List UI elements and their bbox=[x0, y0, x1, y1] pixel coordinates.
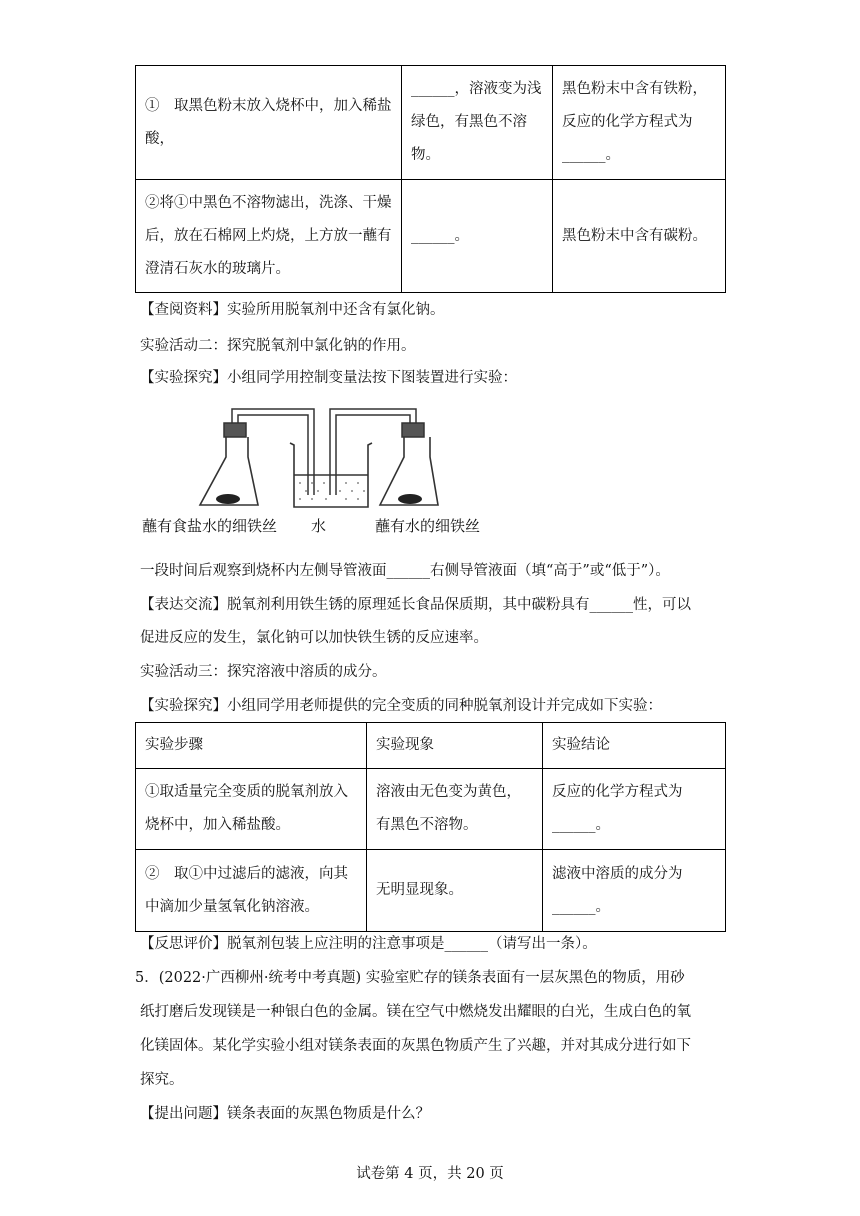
table-row bbox=[136, 850, 726, 932]
table-row bbox=[136, 66, 726, 180]
figure-label-right: 蘸有水的细铁丝 bbox=[375, 517, 481, 535]
table-cell-phenomenon: ______，溶液变为浅绿色，有黑色不溶物。 bbox=[402, 66, 553, 180]
express-line-1: 【表达交流】脱氧剂利用铁生锈的原理延长食品保质期，其中碳粉具有______性，可以 bbox=[140, 597, 691, 613]
apparatus-figure bbox=[140, 395, 560, 545]
table-header: 实验现象 bbox=[367, 723, 543, 769]
table-cell-phenomenon: ______。 bbox=[402, 180, 553, 293]
table-cell-conclusion: 滤液中溶质的成分为______。 bbox=[543, 850, 726, 932]
question5-line-3: 化镁固体。某化学实验小组对镁条表面的灰黑色物质产生了兴趣，并对其成分进行如下 bbox=[140, 1038, 691, 1054]
table-header: 实验步骤 bbox=[136, 723, 367, 769]
page-footer: 试卷第 4 页，共 20 页 bbox=[356, 1166, 504, 1182]
results-table-2 bbox=[135, 722, 726, 932]
consult-line: 【查阅资料】实验所用脱氧剂中还含有氯化钠。 bbox=[140, 302, 445, 318]
explore2-line: 【实验探究】小组同学用控制变量法按下图装置进行实验： bbox=[140, 370, 517, 386]
reflect-line: 【反思评价】脱氧剂包装上应注明的注意事项是______（请写出一条）。 bbox=[140, 936, 597, 952]
question5-line-1: 5．(2022·广西柳州·统考中考真题) 实验室贮存的镁条表面有一层灰黑色的物质，用砂 bbox=[135, 970, 685, 986]
table-cell-phenomenon: 溶液由无色变为黄色，有黑色不溶物。 bbox=[367, 769, 543, 850]
table-cell-step: ②将①中黑色不溶物滤出，洗涤、干燥后，放在石棉网上灼烧，上方放一蘸有澄清石灰水的玻璃片。 bbox=[136, 180, 402, 293]
observe-line: 一段时间后观察到烧杯内左侧导管液面______右侧导管液面（填“高于”或“低于”）。 bbox=[140, 563, 670, 579]
table-cell-phenomenon: 无明显现象。 bbox=[367, 850, 543, 932]
table-cell-step: ①取适量完全变质的脱氧剂放入烧杯中，加入稀盐酸。 bbox=[136, 769, 367, 850]
activity3-line: 实验活动三：探究溶液中溶质的成分。 bbox=[140, 664, 387, 680]
figure-label-middle: 水 bbox=[311, 517, 327, 535]
question5-line-2: 纸打磨后发现镁是一种银白色的金属。镁在空气中燃烧发出耀眼的白光，生成白色的氧 bbox=[140, 1004, 691, 1020]
table-cell-conclusion: 反应的化学方程式为______。 bbox=[543, 769, 726, 850]
results-table-1 bbox=[135, 65, 726, 293]
activity2-line: 实验活动二：探究脱氧剂中氯化钠的作用。 bbox=[140, 338, 416, 354]
table-cell-conclusion: 黑色粉末中含有碳粉。 bbox=[553, 180, 726, 293]
table-cell-conclusion: 黑色粉末中含有铁粉，反应的化学方程式为______。 bbox=[553, 66, 726, 180]
question5-line-4: 探究。 bbox=[140, 1072, 184, 1088]
figure-label-left: 蘸有食盐水的细铁丝 bbox=[142, 517, 278, 535]
explore3-line: 【实验探究】小组同学用老师提供的完全变质的同种脱氧剂设计并完成如下实验： bbox=[140, 698, 662, 714]
table-header: 实验结论 bbox=[543, 723, 726, 769]
table-header-row bbox=[136, 723, 726, 769]
table-row bbox=[136, 180, 726, 293]
question-line: 【提出问题】镁条表面的灰黑色物质是什么？ bbox=[140, 1106, 430, 1122]
table-cell-step: ① 取黑色粉末放入烧杯中，加入稀盐酸， bbox=[136, 66, 402, 180]
steel-wool-right bbox=[398, 494, 422, 504]
table-cell-step: ② 取①中过滤后的滤液，向其中滴加少量氢氧化钠溶液。 bbox=[136, 850, 367, 932]
table-row bbox=[136, 769, 726, 850]
steel-wool-left bbox=[216, 494, 240, 504]
express-line-2: 促进反应的发生，氯化钠可以加快铁生锈的反应速率。 bbox=[140, 630, 488, 646]
